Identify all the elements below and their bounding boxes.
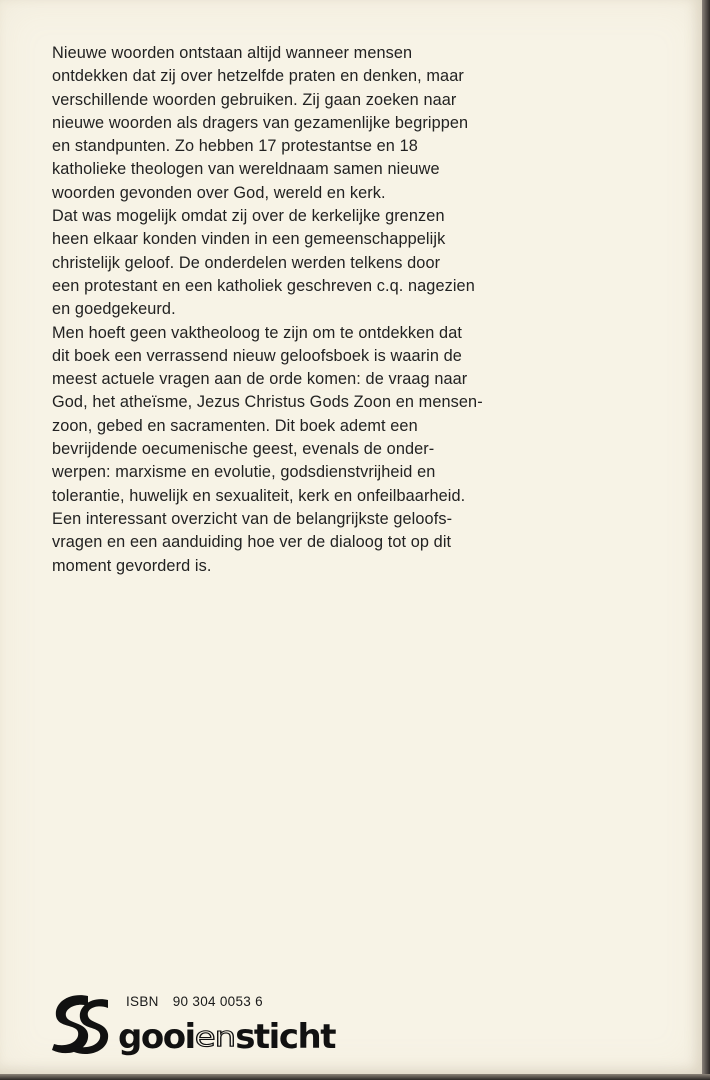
blurb-line: ontdekken dat zij over hetzelfde praten en denken, maar — [52, 67, 464, 86]
blurb-line: heen elkaar konden vinden in een gemeenschappelijk — [52, 230, 446, 249]
blurb-line: nieuwe woorden als dragers van gezamenlijke begrippen — [52, 113, 469, 132]
blurb-line: een protestant en een katholiek geschreven c.q. nagezien — [52, 276, 475, 295]
blurb-line: katholieke theologen van wereldnaam samen nieuwe — [52, 160, 440, 179]
publisher-part-en: en — [194, 1021, 236, 1053]
blurb-line: en standpunten. Zo hebben 17 protestantse en 18 — [52, 137, 418, 156]
isbn-label: ISBN — [126, 994, 159, 1009]
blurb-line: tolerantie, huwelijk en sexualiteit, kerk en onfeilbaarheid. — [52, 486, 466, 505]
blurb-text — [52, 42, 572, 578]
blurb-line: Men hoeft geen vaktheoloog te zijn om te ontdekken dat — [52, 323, 462, 342]
blurb-line: bevrijdende oecumenische geest, evenals de onder- — [52, 440, 435, 459]
publisher-part-gooi: gooi — [118, 1017, 195, 1057]
blurb-line: werpen: marxisme en evolutie, godsdienstvrijheid en — [52, 463, 436, 482]
blurb-line: dit boek een verrassend nieuw geloofsboek is waarin de — [52, 346, 462, 365]
publisher-block — [48, 988, 388, 1062]
blurb-line: Nieuwe woorden ontstaan altijd wanneer mensen — [52, 44, 413, 62]
blurb-line: woorden gevonden over God, wereld en kerk. — [52, 183, 386, 202]
isbn — [126, 994, 263, 1009]
blurb-line: vragen en een aanduiding hoe ver de dialoog tot op dit — [52, 533, 452, 552]
blurb-line: meest actuele vragen aan de orde komen: de vraag naar — [52, 370, 468, 389]
blurb-line: Dat was mogelijk omdat zij over de kerkelijke grenzen — [52, 207, 445, 226]
blurb-line: moment gevorderd is. — [52, 556, 212, 575]
double-s-logo-icon — [48, 990, 112, 1056]
publisher-part-sticht: sticht — [235, 1017, 335, 1057]
blurb-line: God, het atheïsme, Jezus Christus Gods Zoon en mensen- — [52, 393, 483, 412]
blurb-line: christelijk geloof. De onderdelen werden telkens door — [52, 253, 441, 272]
blurb-line: en goedgekeurd. — [52, 300, 176, 319]
publisher-wordmark — [118, 1018, 335, 1056]
blurb-line: Een interessant overzicht van de belangrijkste geloofs- — [52, 509, 453, 528]
scan-edge-bottom — [0, 1074, 710, 1080]
isbn-number: 90 304 0053 6 — [172, 994, 263, 1009]
blurb-line: zoon, gebed en sacramenten. Dit boek ademt een — [52, 416, 418, 435]
blurb-line: verschillende woorden gebruiken. Zij gaan zoeken naar — [52, 90, 457, 109]
scan-edge-right — [702, 0, 710, 1080]
